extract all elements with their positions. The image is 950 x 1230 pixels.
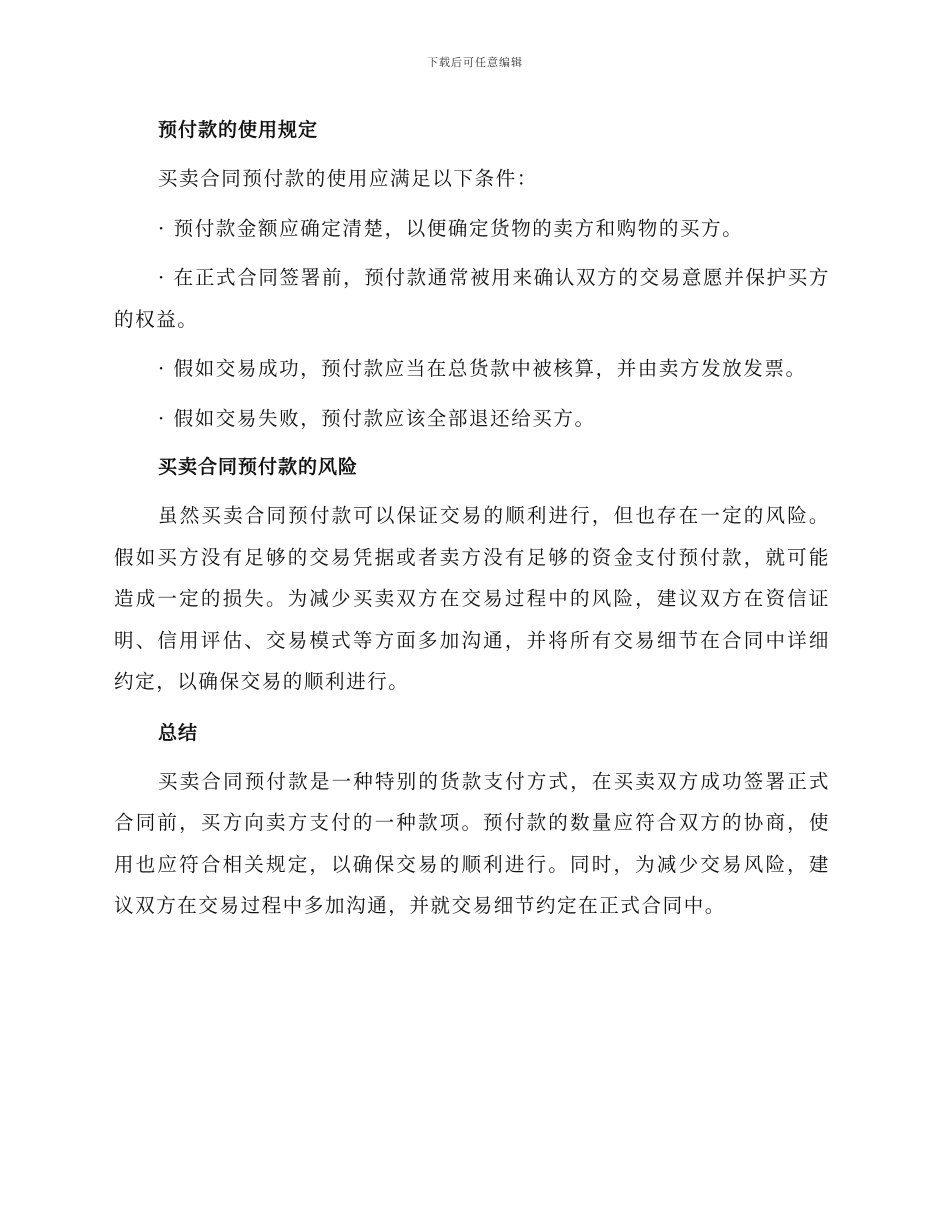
section-heading-summary: 总结	[158, 721, 199, 744]
usage-bullet-1: · 预付款金额应确定清楚，以便确定货物的卖方和购物的买方。	[158, 216, 744, 240]
page-header-note: 下载后可任意编辑	[427, 56, 523, 69]
summary-paragraph: 买卖合同预付款是一种特别的货款支付方式，在买卖双方成功签署正式合同前，买方向卖方支付的一种款项。预付款的数量应符合双方的协商，使用也应符合相关规定，以确保交易的顺利进行。同时，为减少交易风险，建议双方在交易过程中多加沟通，并就交易细节约定在正式合同中。	[114, 769, 830, 917]
usage-bullet-4: · 假如交易失败，预付款应该全部退还给买方。	[158, 406, 596, 430]
document-body	[114, 110, 830, 927]
usage-bullet-3: · 假如交易成功，预付款应当在总货款中被核算，并由卖方发放发票。	[158, 357, 807, 380]
section-heading-usage-rules: 预付款的使用规定	[158, 119, 319, 141]
usage-intro-paragraph: 买卖合同预付款的使用应满足以下条件：	[158, 167, 538, 190]
risks-paragraph: 虽然买卖合同预付款可以保证交易的顺利进行，但也存在一定的风险。假如买方没有足够的交易凭据或者卖方没有足够的资金支付预付款，就可能造成一定的损失。为减少买卖双方在交易过程中的风险，建议双方在资信证明、信用评估、交易模式等方面多加沟通，并将所有交易细节在合同中详细约定，以确保交易的顺利进行。	[114, 504, 830, 693]
section-heading-risks: 买卖合同预付款的风险	[158, 456, 359, 478]
usage-bullet-2: · 在正式合同签署前，预付款通常被用来确认双方的交易意愿并保护买方的权益。	[114, 266, 830, 331]
